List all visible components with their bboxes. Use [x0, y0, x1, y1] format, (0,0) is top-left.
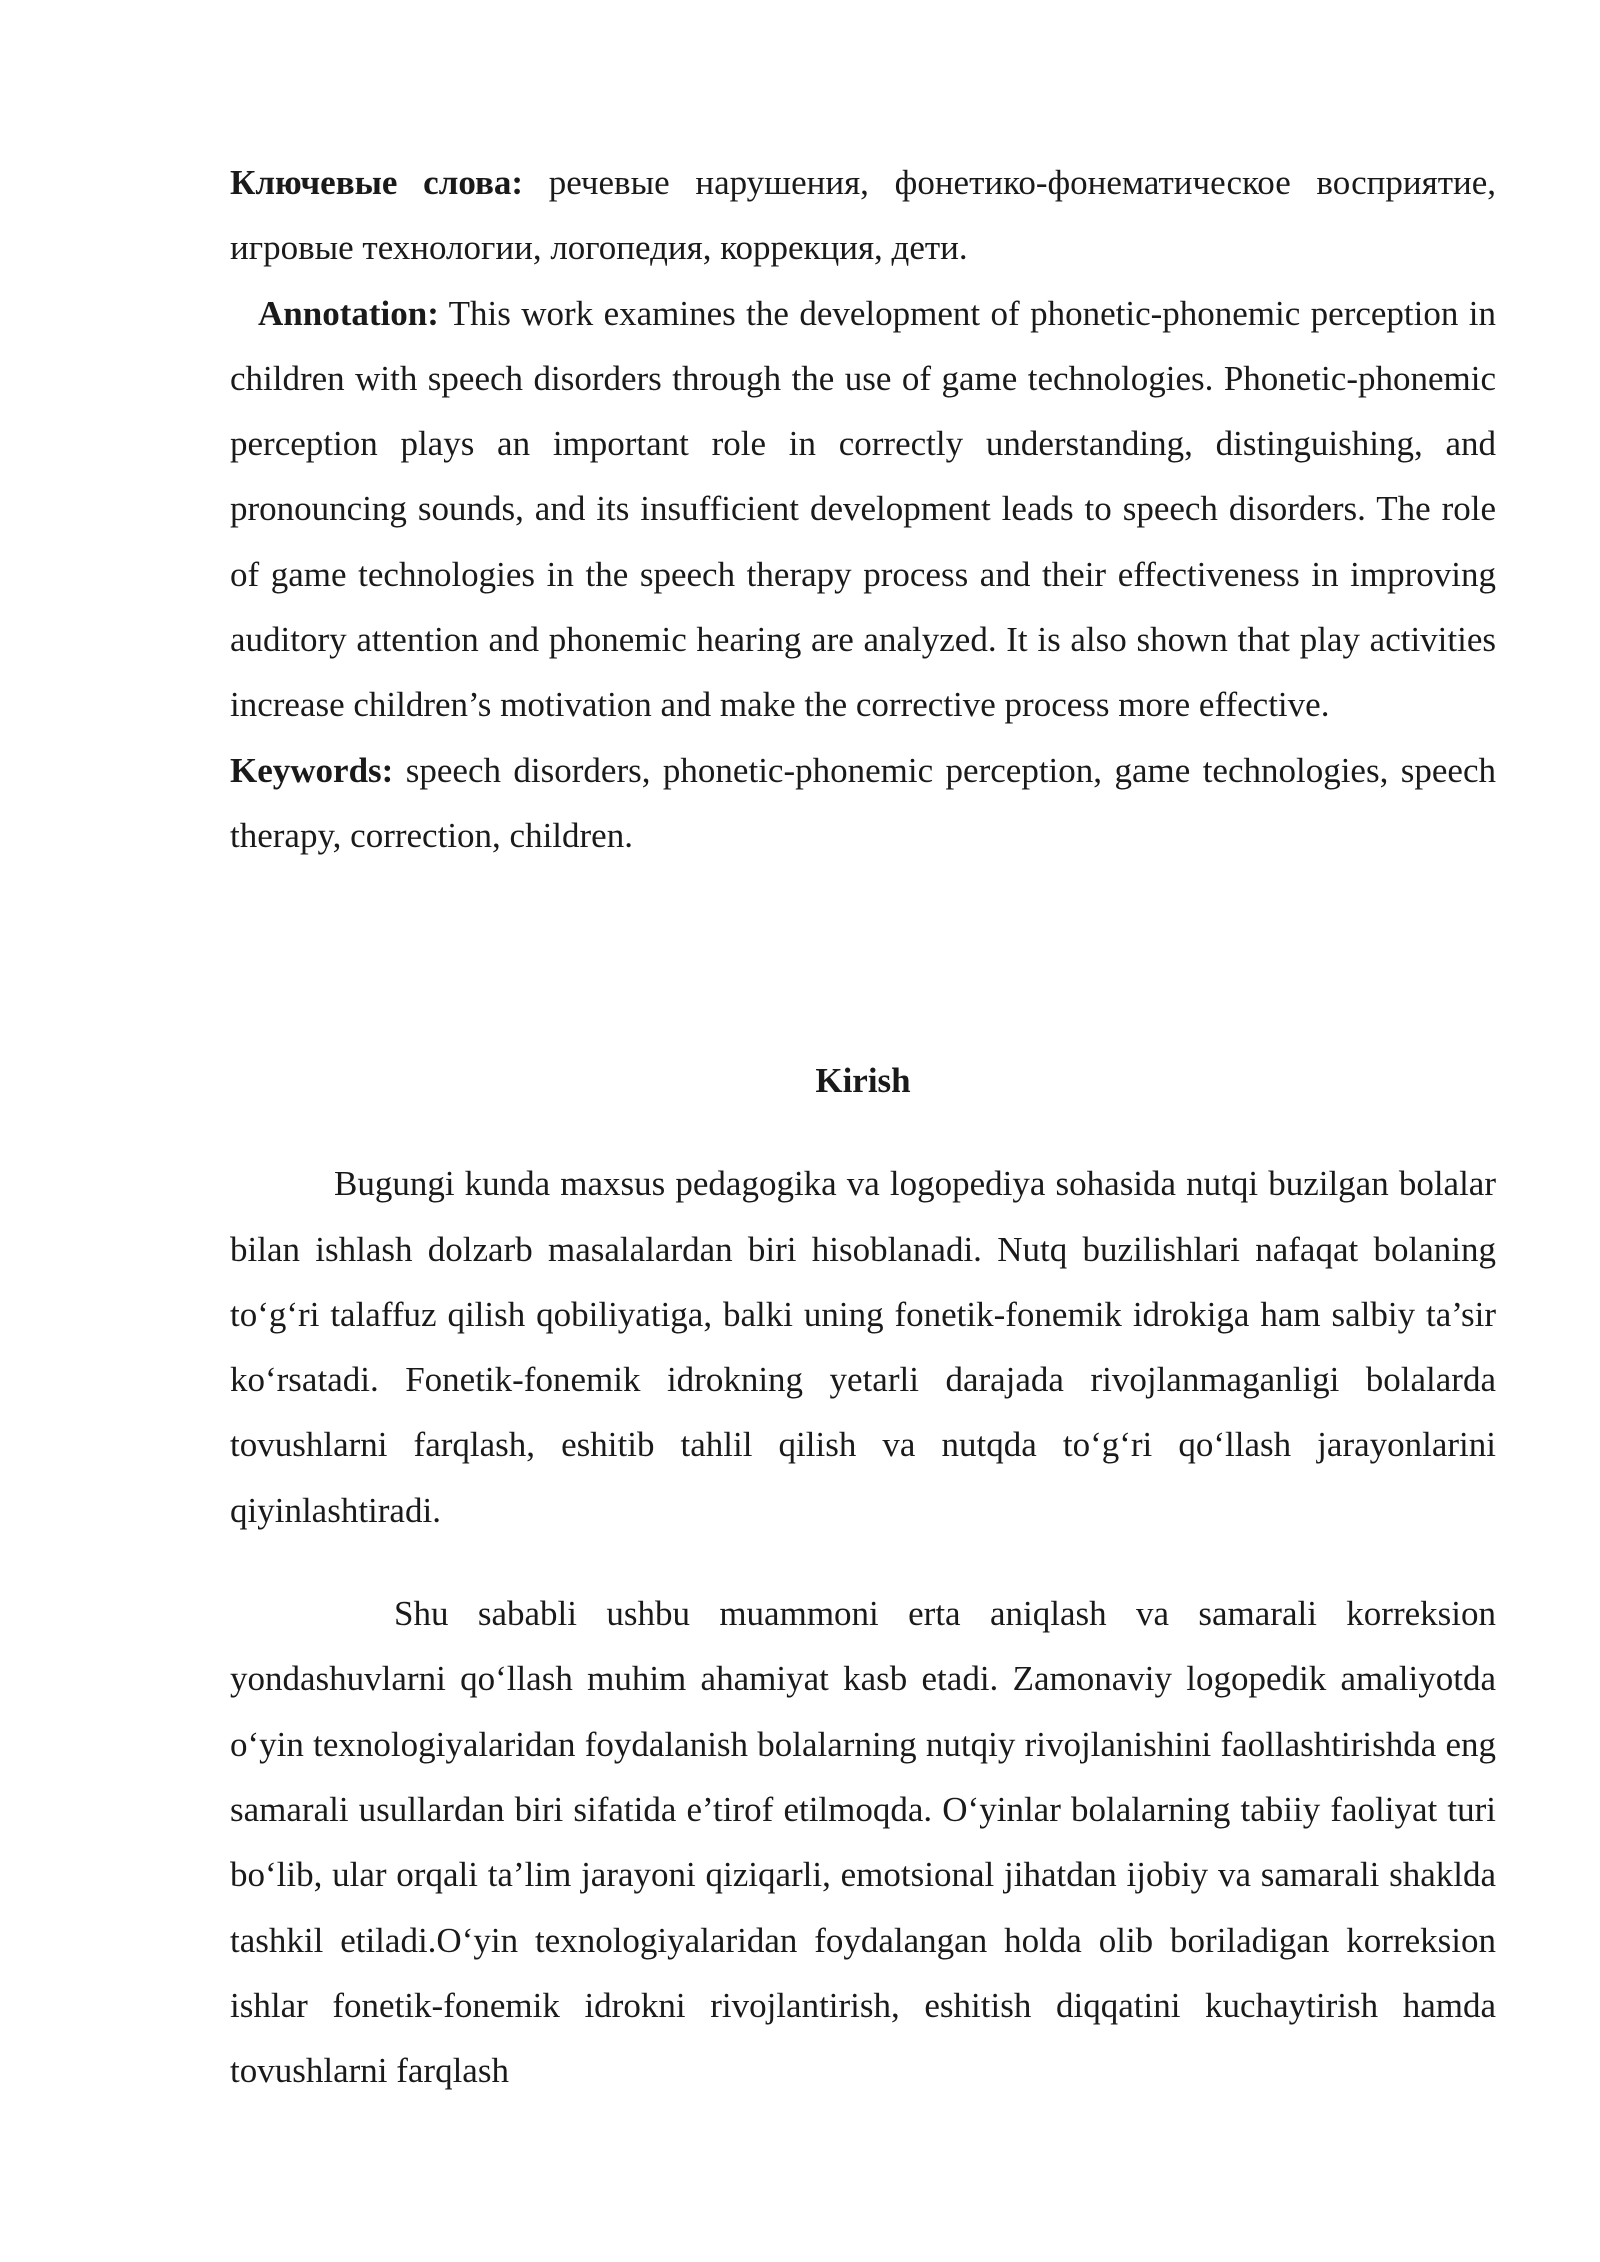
russian-keywords-text: речевые нарушения, фонетико-фонематическое восприятие, игровые технологии, логопедия, коррекция, дети.: [230, 163, 1496, 268]
document-page: [230, 150, 1496, 2103]
intro-paragraph-2: Shu sababli ushbu muammoni erta aniqlash va samarali korreksion yondashuvlarni qo‘llash muhim ahamiyat kasb etadi. Zamonaviy logopedik amaliyotda o‘yin texnologiyalaridan foydalanish bolalarning nutqiy rivojlanishini faollashtirishda eng samarali usullardan biri sifatida e’tirof etilmoqda. O‘yinlar bolalarning tabiiy faoliyat turi bo‘lib, ular orqali ta’lim jarayoni qiziqarli, emotsional jihatdan ijobiy va samarali shaklda tashkil etiladi.O‘yin texnologiyalaridan foydalangan holda olib boriladigan korreksion ishlar fonetik-fonemik idrokni rivojlantirish, eshitish diqqatini kuchaytirish hamda tovushlarni farqlash: [230, 1594, 1496, 2091]
intro-paragraph-1: Bugungi kunda maxsus pedagogika va logopediya sohasida nutqi buzilgan bolalar bilan ishlash dolzarb masalalardan biri hisoblanadi. Nutq buzilishlari nafaqat bolaning to‘g‘ri talaffuz qilish qobiliyatiga, balki uning fonetik-fonemik idrokiga ham salbiy ta’sir ko‘rsatadi. Fonetik-fonemik idrokning yetarli darajada rivojlanmaganligi bolalarda tovushlarni farqlash, eshitib tahlil qilish va nutqda to‘g‘ri qo‘llash jarayonlarini qiyinlashtiradi.: [230, 1164, 1496, 1530]
english-keywords-text: speech disorders, phonetic-phonemic perception, game technologies, speech therapy, correction, children.: [230, 750, 1497, 855]
annotation-text: This work examines the development of phonetic-phonemic perception in children with speech disorders through the use of game technologies. Phonetic-phonemic perception plays an important role in correctly understanding, distinguishing, and pronouncing sounds, and its insufficient development leads to speech disorders. The role of game technologies in the speech therapy process and their effectiveness in improving auditory attention and phonemic hearing are analyzed. It is also shown that play activities increase children’s motivation and make the corrective process more effective.: [230, 293, 1497, 725]
annotation-paragraph: [230, 281, 1496, 738]
russian-keywords-label: Ключевые слова:: [230, 163, 524, 202]
english-keywords-paragraph: [230, 738, 1496, 869]
section-heading: Kirish: [815, 1061, 911, 1101]
russian-keywords-paragraph: [230, 150, 1496, 281]
english-keywords-label: Keywords:: [230, 750, 394, 790]
annotation-label: Annotation:: [258, 293, 439, 333]
